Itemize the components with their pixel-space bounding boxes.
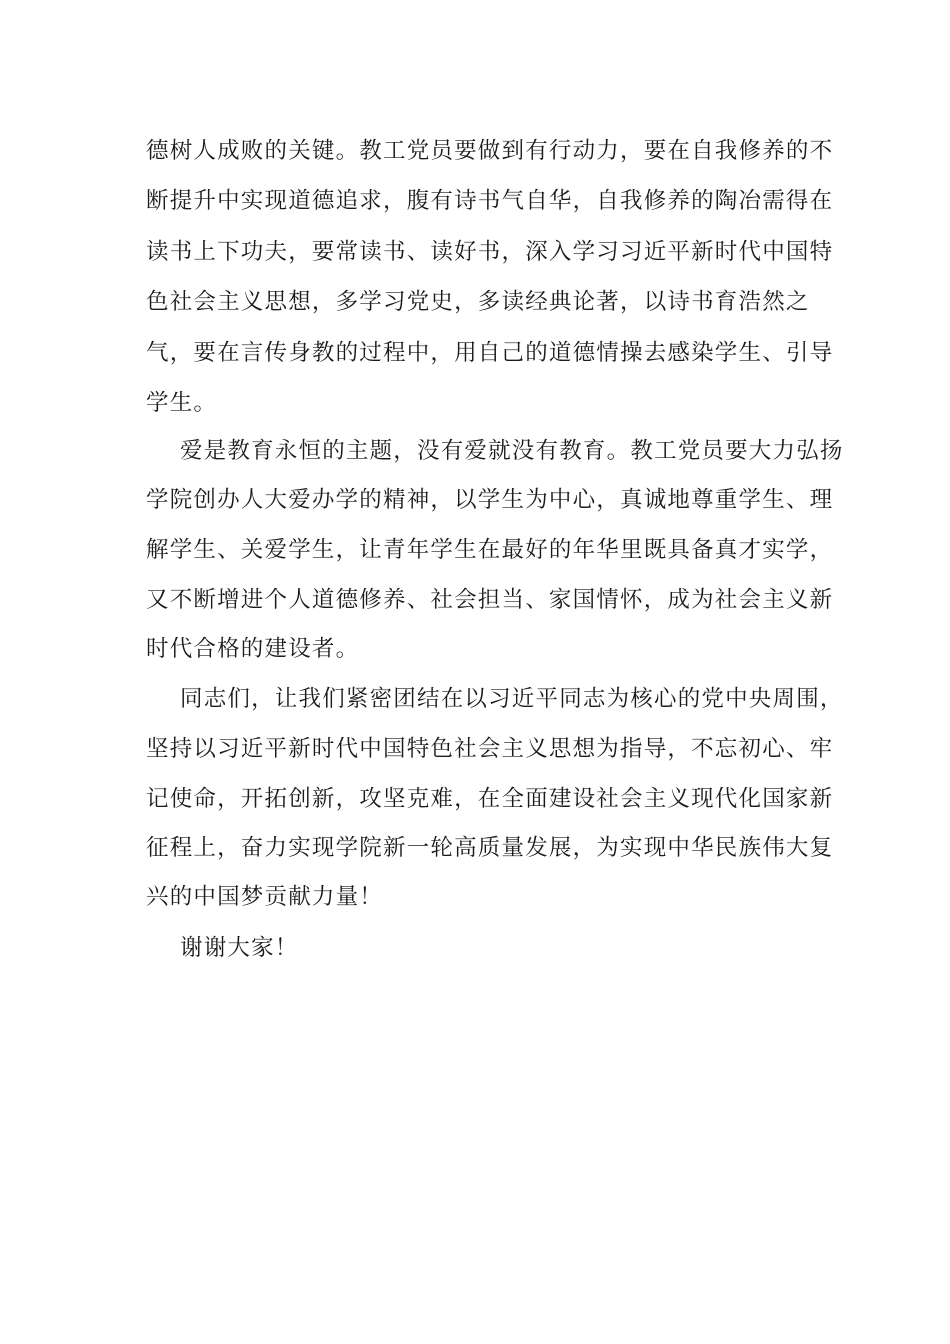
text-line: 德树人成败的关键。教工党员要做到有行动力，要在自我修养的不 bbox=[146, 138, 834, 164]
paragraph-first-line: 爱是教育永恒的主题，没有爱就没有教育。教工党员要大力弘扬 bbox=[180, 438, 844, 464]
text-line: 学生。 bbox=[146, 390, 218, 416]
text-line: 断提升中实现道德追求，腹有诗书气自华，自我修养的陶冶需得在 bbox=[146, 188, 834, 214]
text-line: 时代合格的建设者。 bbox=[146, 636, 360, 662]
closing-line: 谢谢大家！ bbox=[180, 935, 299, 961]
text-line: 兴的中国梦贡献力量！ bbox=[146, 884, 384, 910]
text-line: 又不断增进个人道德修养、社会担当、家国情怀，成为社会主义新 bbox=[146, 587, 834, 613]
text-line: 色社会主义思想，多学习党史，多读经典论著，以诗书育浩然之 bbox=[146, 289, 810, 315]
text-line: 征程上，奋力实现学院新一轮高质量发展，为实现中华民族伟大复 bbox=[146, 835, 834, 861]
text-line: 记使命，开拓创新，攻坚克难，在全面建设社会主义现代化国家新 bbox=[146, 786, 834, 812]
text-line: 气，要在言传身教的过程中，用自己的道德情操去感染学生、引导 bbox=[146, 340, 834, 366]
paragraph-first-line: 同志们，让我们紧密团结在以习近平同志为核心的党中央周围， bbox=[180, 686, 844, 712]
text-line: 读书上下功夫，要常读书、读好书，深入学习习近平新时代中国特 bbox=[146, 239, 834, 265]
text-line: 学院创办人大爱办学的精神，以学生为中心，真诚地尊重学生、理 bbox=[146, 487, 834, 513]
text-line: 坚持以习近平新时代中国特色社会主义思想为指导，不忘初心、牢 bbox=[146, 736, 834, 762]
text-line: 解学生、关爱学生，让青年学生在最好的年华里既具备真才实学， bbox=[146, 537, 834, 563]
